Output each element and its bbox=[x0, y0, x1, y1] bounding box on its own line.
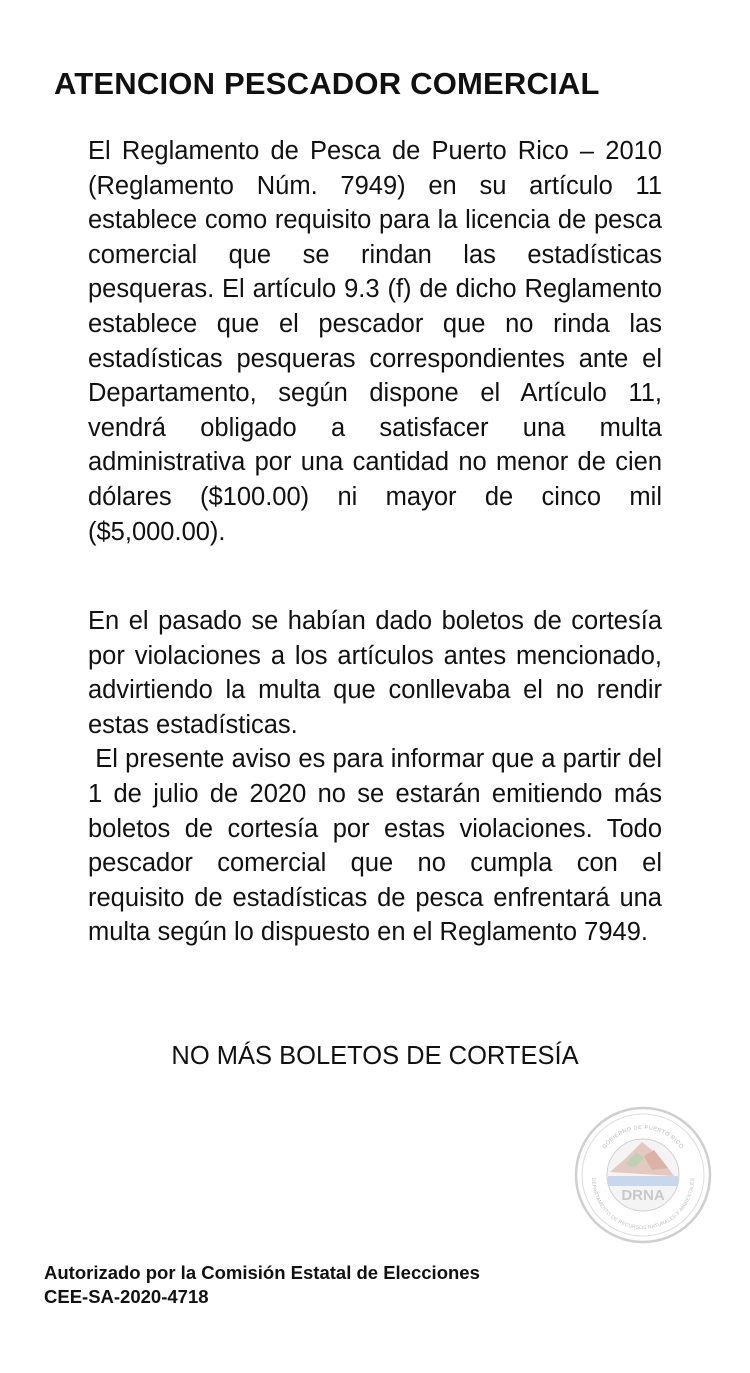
paragraph-announcement bbox=[88, 604, 662, 950]
footer-authorization bbox=[44, 1261, 480, 1309]
drna-seal-logo bbox=[574, 1106, 712, 1244]
paragraph-regulation: El Reglamento de Pesca de Puerto Rico – 2010 (Reglamento Núm. 7949) en su artículo 11 establece como requisito para la licencia de pesca comercial que se rindan las estadísticas pesqueras. El artículo 9.3 (f) de dicho Reglamento establece que el pescador que no rinda las estadísticas pesqueras correspondientes ante el Departamento, según dispone el Artículo 11, vendrá obligado a satisfacer una multa administrativa por una cantidad no menor de cien dólares ($100.00) ni mayor de cinco mil ($5,000.00). bbox=[88, 137, 662, 546]
seal-top-text: GOBIERNO DE PUERTO RICO bbox=[601, 1124, 685, 1151]
footer-authorization-line: Autorizado por la Comisión Estatal de Elecciones bbox=[44, 1262, 480, 1283]
seal-acronym: DRNA bbox=[621, 1187, 665, 1204]
footer-authorization-code: CEE-SA-2020-4718 bbox=[44, 1286, 209, 1307]
paragraph-announcement-part2: El presente aviso es para informar que a partir del 1 de julio de 2020 no se estarán emitiendo más boletos de cortesía por estas violaciones. Todo pescador comercial que no cumpla con el requisito de estadísticas de pesca enfrentará una multa según lo dispuesto en el Reglamento 7949. bbox=[88, 745, 663, 947]
seal-bottom-text: DEPARTAMENTO DE RECURSOS NATURALES Y AMBIENTALES bbox=[589, 1177, 697, 1232]
notice-title: ATENCION PESCADOR COMERCIAL bbox=[54, 66, 600, 101]
paragraph-announcement-part1: En el pasado se habían dado boletos de cortesía por violaciones a los artículos antes mencionado, advirtiendo la multa que conllevaba el no rendir estas estadísticas. bbox=[88, 607, 662, 739]
no-courtesy-tickets-heading: NO MÁS BOLETOS DE CORTESÍA bbox=[171, 1042, 579, 1070]
